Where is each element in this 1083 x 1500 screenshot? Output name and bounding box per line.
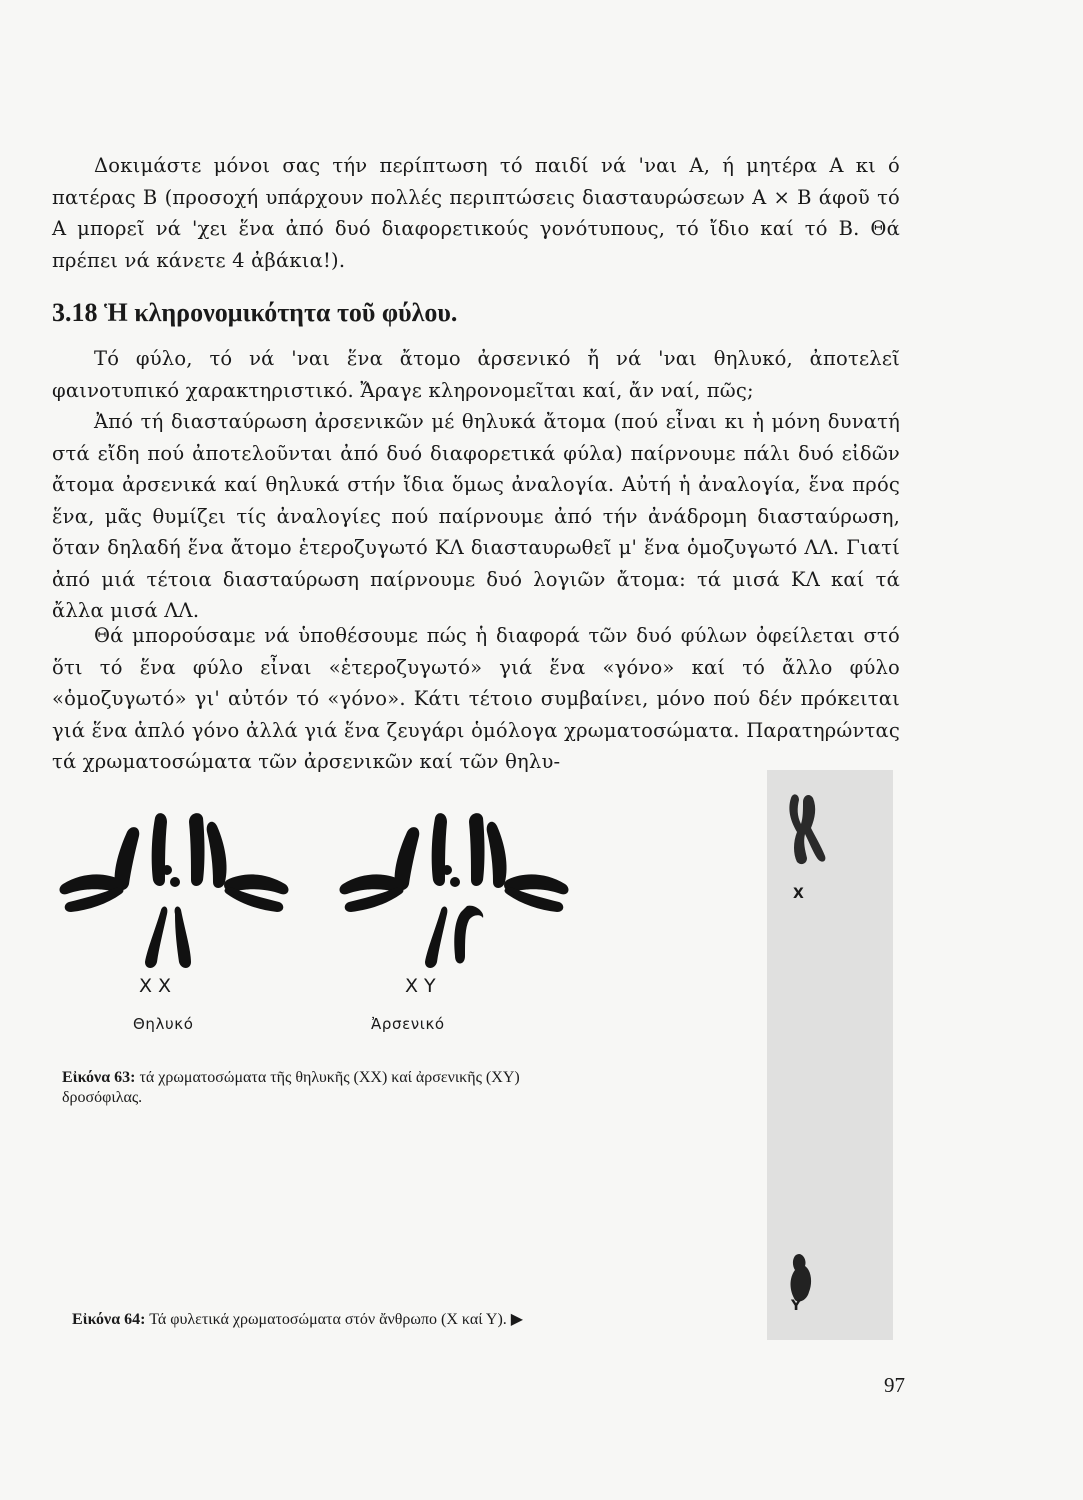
figure-63-drosophila-chromosomes [55,800,575,1040]
figure-63-caption-label: Εἰκόνα 63: [62,1069,136,1086]
female-sex-label: Θηλυκό [133,1015,194,1033]
paragraph-exercise: Δοκιμάστε μόνοι σας τήν περίπτωση τό παιδί νά 'ναι Α, ή μητέρα Α κι ό πατέρας Β (προσοχή υπάρχουν πολλές περιπτώσεις διασταυρώσεων Α × Β άφοῦ τό Α μπορεῖ νά 'χει ἕνα ἀπό δυό διαφορετικούς γονότυπους, τό ἴδιο καί τό Β. Θά πρέπει νά κάνετε 4 ἀβάκια!). [52,154,900,272]
paragraph-cross: Ἀπό τή διασταύρωση ἀρσενικῶν μέ θηλυκά ἄτομα (πού εἶναι κι ἡ μόνη δυνατή στά εἴδη πού ἀποτελοῦνται ἀπό δυό διαφορετικά φύλα) παίρνουμε πάλι δυό εἰδῶν ἄτομα ἀρσενικά καί θηλυκά στήν ἴδια ὅμως ἀναλογία. Αὐτή ἡ ἀναλογία, ἕνα πρός ἕνα, μᾶς θυμίζει τίς ἀναλογίες πού παίρνουμε ἀπό τήν ἀνάδρομη διασταύρωση, ὅταν δηλαδή ἕνα ἄτομο ἑτεροζυγωτό ΚΛ διασταυρωθεῖ μ' ἕνα ὁμοζυγωτό ΛΛ. Γιατί ἀπό μιά τέτοια διασταύρωση παίρνουμε δυό λογιῶν ἄτομα: τά μισά ΚΛ καί τά ἄλλα μισά ΛΛ. [52,410,900,622]
female-chromosome-label: X X [139,975,172,997]
human-chromosomes-drawing [767,770,893,1340]
figure-63-caption-text: τά χρωματοσώματα τῆς θηλυκῆς (ΧΧ) καί ἀρσενικῆς (ΧΥ) δροσόφιλας. [62,1069,520,1106]
y-chromosome-icon [791,1254,812,1302]
male-karyotype-icon [340,813,569,968]
x-label: X [793,886,804,902]
figure-63-caption [62,1068,582,1108]
figure-64-human-chromosome-photo [767,770,893,1340]
female-karyotype-icon [60,813,289,968]
paragraph-sex-intro: Τό φύλο, τό νά 'ναι ἕνα ἄτομο ἀρσενικό ἤ νά 'ναι θηλυκό, ἀποτελεῖ φαινοτυπικό χαρακτηριστικό. Ἄραγε κληρονομεῖται καί, ἄν ναί, πῶς; [52,347,900,402]
male-sex-label: Ἀρσενικό [371,1015,445,1033]
page-number: 97 [884,1373,905,1397]
figure-64-caption [72,1310,712,1330]
chromosome-drawing [55,800,575,1040]
pointer-arrow-icon: ▶ [510,1311,524,1328]
male-chromosome-label: X Y [405,975,436,997]
paragraph-hypothesis: Θά μπορούσαμε νά ὑποθέσουμε πώς ἡ διαφορά τῶν δυό φύλων ὀφείλεται στό ὅτι τό ἕνα φύλο εἶναι «ἑτεροζυγωτό» γιά ἕνα «γόνο» καί τό ἄλλο φύλο «ὁμοζυγωτό» γι' αὐτόν τό «γόνο». Κάτι τέτοιο συμβαίνει, μόνο πού δέν πρόκειται γιά ἕνα ἁπλό γόνο ἀλλά γιά ἕνα ζευγάρι ὁμόλογα χρωματοσώματα. Παρατηρώντας τά χρωματοσώματα τῶν ἀρσενικῶν καί τῶν θηλυ- [52,624,900,773]
figure-64-caption-label: Εἰκόνα 64: [72,1311,146,1328]
section-heading: 3.18 Ἡ κληρονομικότητα τοῦ φύλου. [52,298,458,327]
x-chromosome-icon [789,794,825,864]
y-label: Y [791,1298,802,1314]
figure-64-caption-text: Τά φυλετικά χρωματοσώματα στόν ἄνθρωπο (Χ καί Υ). [149,1311,507,1328]
